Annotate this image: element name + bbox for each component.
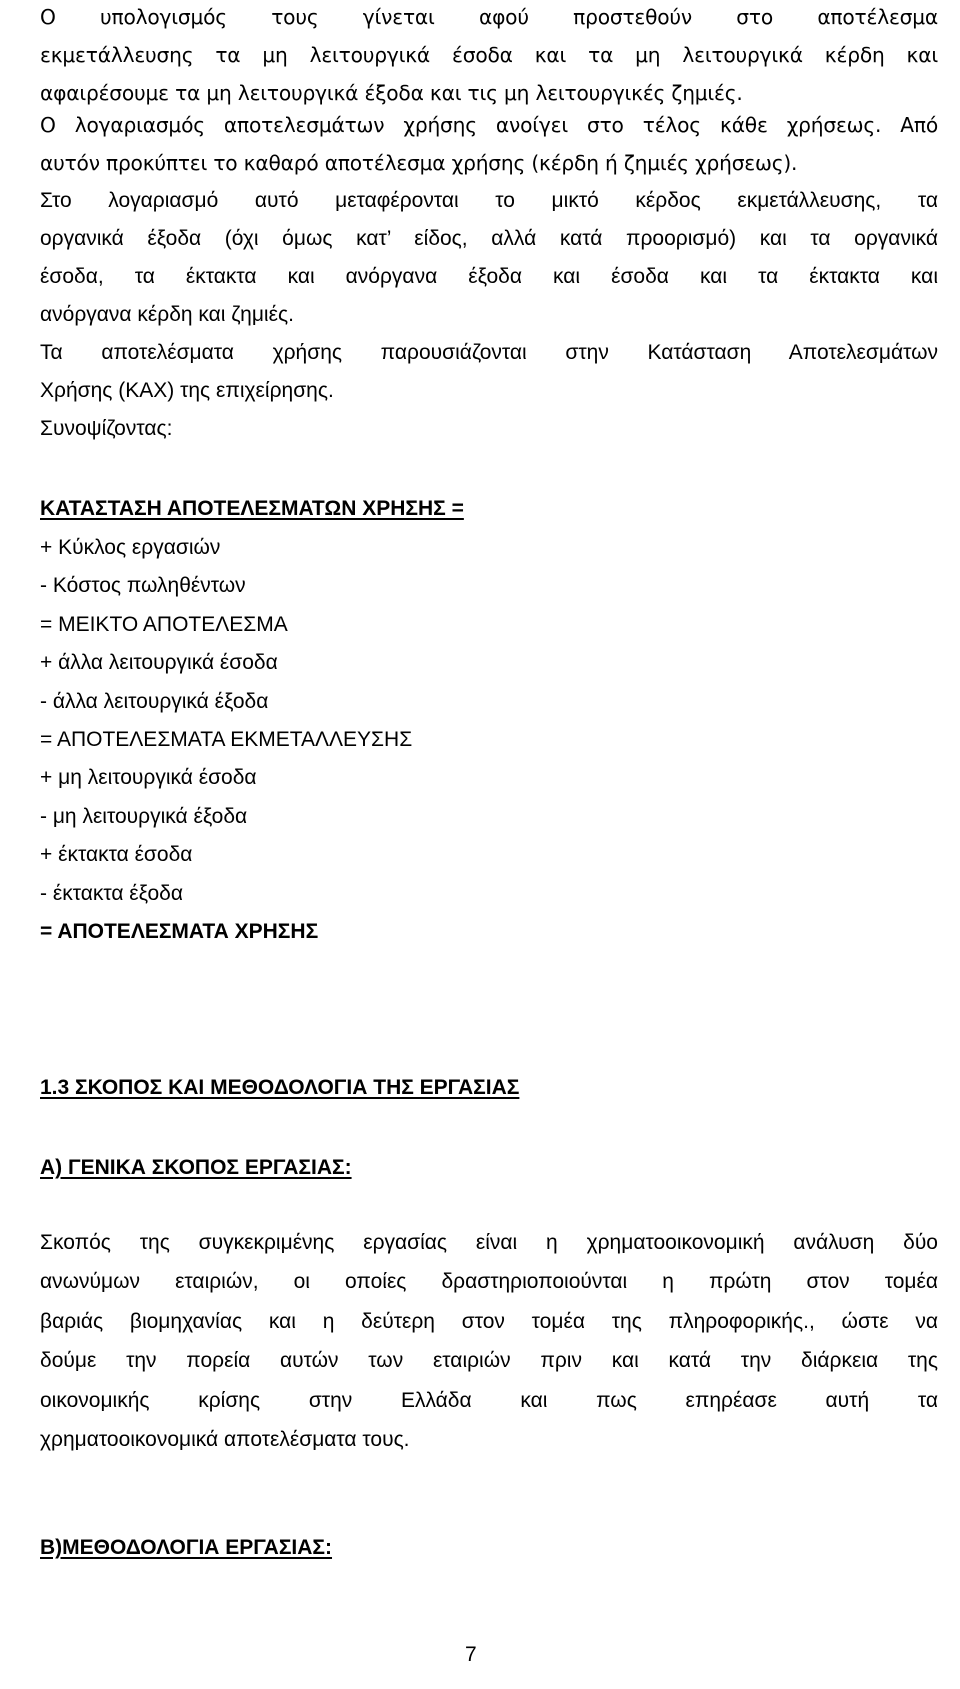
text-line: χρηματοοικονομικά αποτελέσματα τους. <box>40 1428 410 1452</box>
paragraph-intro-2 <box>40 106 938 182</box>
statement-line: + μη λειτουργικά έσοδα <box>40 766 257 790</box>
statement-line: + έκτακτα έσοδα <box>40 843 193 867</box>
text-line: αφαιρέσουμε τα μη λειτουργικά έξοδα και τις μη λειτουργικές ζημιές. <box>40 81 743 105</box>
paragraph-purpose <box>40 1223 938 1459</box>
statement-line: + άλλα λειτουργικά έσοδα <box>40 651 278 675</box>
section-heading: 1.3 ΣΚΟΠΟΣ ΚΑΙ ΜΕΘΟΔΟΛΟΓΙΑ ΤΗΣ ΕΡΓΑΣΙΑΣ <box>40 1076 520 1099</box>
text-line: αυτόν προκύπτει το καθαρό αποτέλεσμα χρήσης (κέρδη ή ζημιές χρήσεως). <box>40 151 798 175</box>
paragraph-kax <box>40 334 938 410</box>
text-line: οικονομικής κρίσης στην Ελλάδα και πως επηρέασε αυτή τα <box>40 1388 938 1412</box>
text-line: βαριάς βιομηχανίας και η δεύτερη στον τομέα της πληροφορικής., ώστε να <box>40 1309 938 1333</box>
summary-label: Συνοψίζοντας: <box>40 417 173 440</box>
statement-line: - Κόστος πωληθέντων <box>40 574 246 598</box>
income-statement <box>40 497 938 951</box>
subheading-purpose: Α) ΓΕΝΙΚΑ ΣΚΟΠΟΣ ΕΡΓΑΣΙΑΣ: <box>40 1156 352 1179</box>
statement-line: = ΑΠΟΤΕΛΕΣΜΑΤΑ ΕΚΜΕΤΑΛΛΕΥΣΗΣ <box>40 727 413 751</box>
statement-line: = ΜΕΙΚΤΟ ΑΠΟΤΕΛΕΣΜΑ <box>40 612 288 636</box>
paragraph-intro-1 <box>40 0 938 112</box>
statement-line: - μη λειτουργικά έξοδα <box>40 804 248 828</box>
subheading-methodology: Β)ΜΕΘΟΔΟΛΟΓΙΑ ΕΡΓΑΣΙΑΣ: <box>40 1536 333 1559</box>
text-line: ανόργανα κέρδη και ζημιές. <box>40 303 294 326</box>
text-line: Χρήσης (ΚΑΧ) της επιχείρησης. <box>40 379 334 402</box>
statement-line: + Κύκλος εργασιών <box>40 536 221 559</box>
text-line: οργανικά έξοδα (όχι όμως κατ’ είδος, αλλά κατά προορισμό) και τα οργανικά <box>40 227 938 250</box>
text-line: Σκοπός της συγκεκριμένης εργασίας είναι η χρηματοοικονομική ανάλυση δύο <box>40 1231 938 1254</box>
paragraph-transfers <box>40 182 938 334</box>
text-line: εκμετάλλευσης τα μη λειτουργικά έσοδα και τα μη λειτουργικά κέρδη και <box>40 43 938 67</box>
text-line: ανωνύμων εταιριών, οι οποίες δραστηριοποιούνται η πρώτη στον τομέα <box>40 1270 938 1294</box>
text-line: Ο λογαριασμός αποτελεσμάτων χρήσης ανοίγει στο τέλος κάθε χρήσεως. Από <box>40 113 938 137</box>
statement-line: - άλλα λειτουργικά έξοδα <box>40 689 269 713</box>
text-line: Ο υπολογισμός τους γίνεται αφού προστεθούν στο αποτέλεσμα <box>40 5 938 29</box>
text-line: Στο λογαριασμό αυτό μεταφέρονται το μικτό κέρδος εκμετάλλευσης, τα <box>40 189 938 212</box>
text-line: δούμε την πορεία αυτών των εταιριών πριν και κατά την διάρκεια της <box>40 1349 938 1373</box>
text-line: έσοδα, τα έκτακτα και ανόργανα έξοδα και έσοδα και τα έκτακτα και <box>40 265 938 288</box>
statement-total: = ΑΠΟΤΕΛΕΣΜΑΤΑ ΧΡΗΣΗΣ <box>40 919 319 943</box>
statement-title: ΚΑΤΑΣΤΑΣΗ ΑΠΟΤΕΛΕΣΜΑΤΩΝ ΧΡΗΣΗΣ = <box>40 497 464 520</box>
text-line: Τα αποτελέσματα χρήσης παρουσιάζονται στην Κατάσταση Αποτελεσμάτων <box>40 341 938 364</box>
statement-line: - έκτακτα έξοδα <box>40 881 184 905</box>
page-number: 7 <box>465 1643 477 1666</box>
